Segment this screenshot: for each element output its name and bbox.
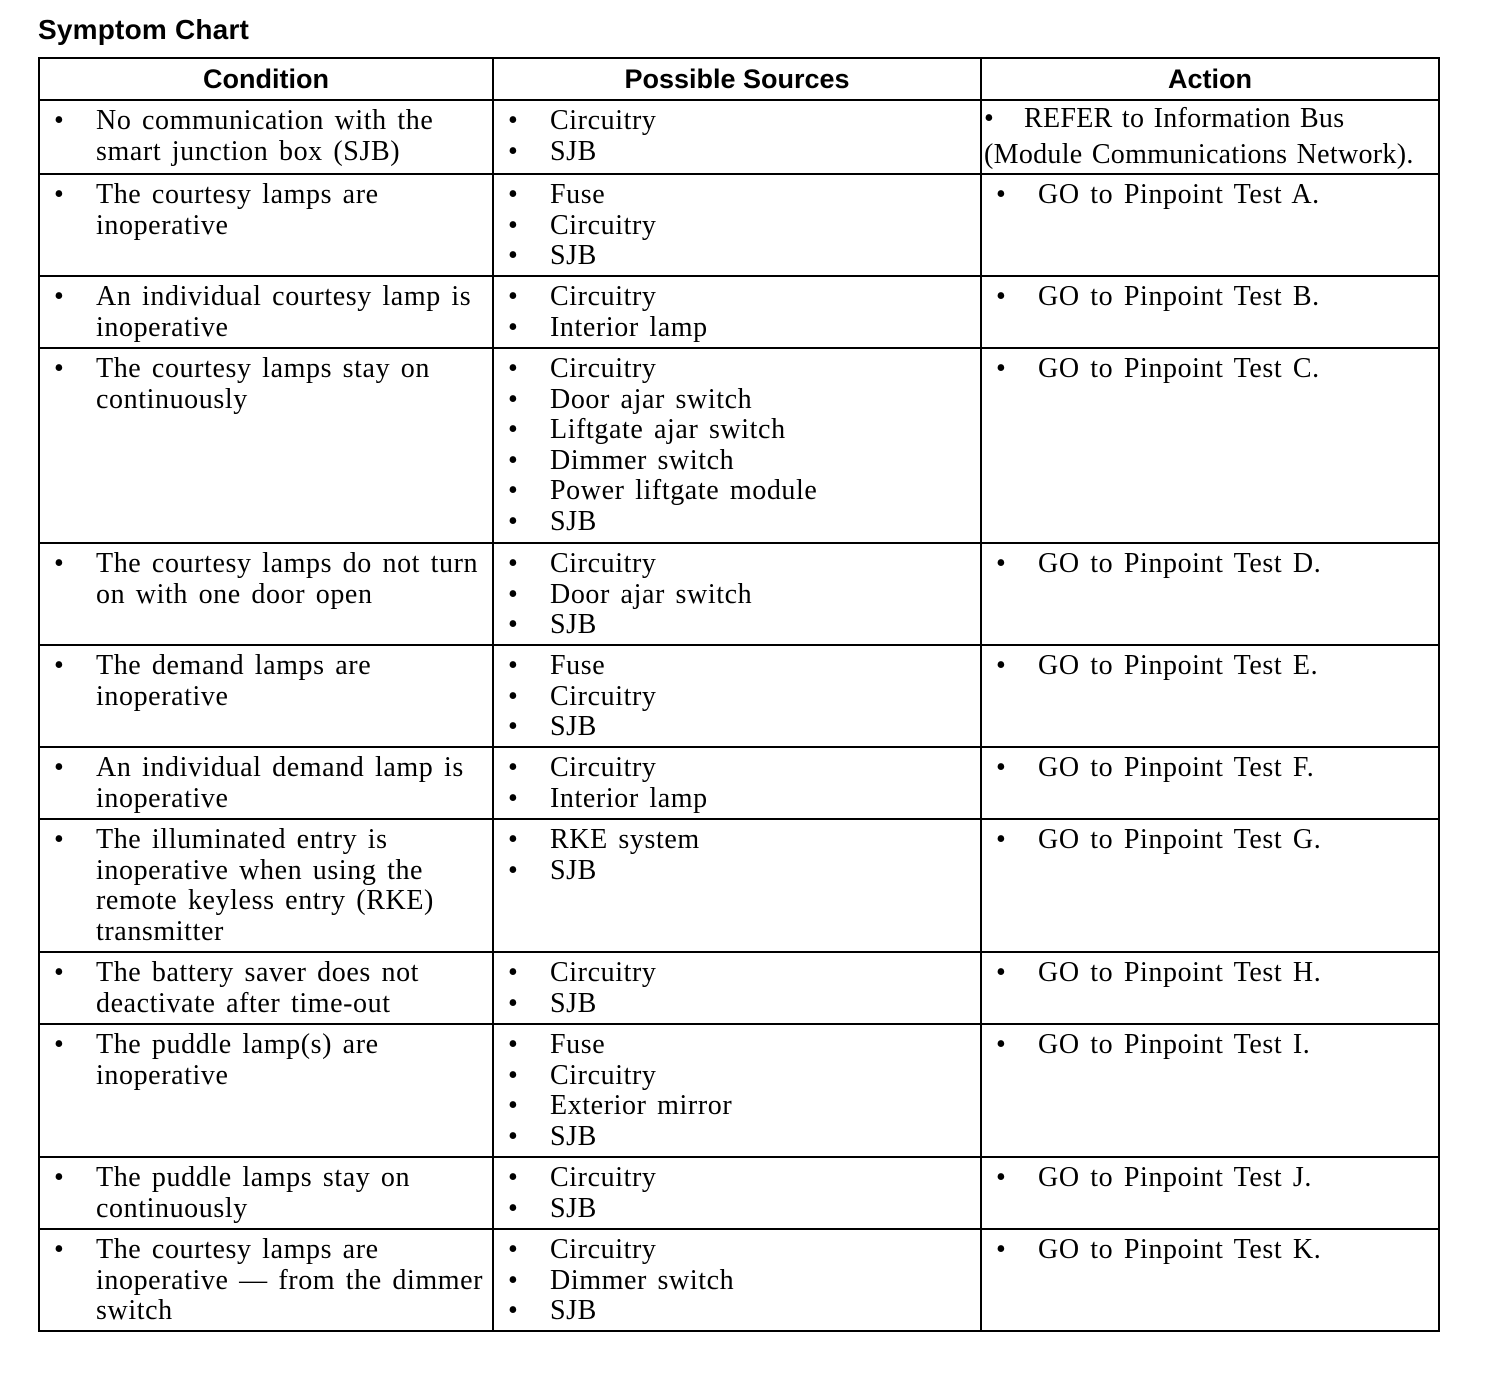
action-cell [981,1024,1439,1157]
action-text: • GO to Pinpoint Test J. [982,1163,1432,1194]
action-cell [981,276,1439,348]
action-cell [981,1157,1439,1229]
table-row [39,174,1439,276]
table-row [39,952,1439,1024]
source-item: • Circuitry [494,211,974,242]
table-row [39,543,1439,645]
condition-text: • The courtesy lamps stay on continuously [40,354,486,415]
table-row [39,1229,1439,1331]
condition-text: • An individual demand lamp is inoperative [40,753,486,814]
bullet-glyph: • [984,103,995,134]
condition-text: • The illuminated entry is inoperative when using the remote keyless entry (RKE) transmitter [40,825,486,947]
sources-cell [493,174,981,276]
source-item: • Fuse [494,651,974,682]
source-item: • Circuitry [494,682,974,713]
source-item: • SJB [494,712,974,743]
source-item: • Door ajar switch [494,385,974,416]
page-title: Symptom Chart [38,14,250,45]
action-text: • GO to Pinpoint Test A. [982,180,1432,211]
sources-cell [493,1157,981,1229]
condition-cell [39,1024,493,1157]
source-item: • SJB [494,1122,974,1153]
source-item: • Exterior mirror [494,1091,974,1122]
condition-cell [39,1157,493,1229]
action-cell [981,543,1439,645]
source-item: • SJB [494,1296,974,1327]
condition-cell [39,747,493,819]
source-item: • Circuitry [494,958,974,989]
table-row [39,1157,1439,1229]
action-text: • GO to Pinpoint Test I. [982,1030,1432,1061]
source-item: • SJB [494,989,974,1020]
action-cell [981,174,1439,276]
condition-cell [39,174,493,276]
source-item: • SJB [494,610,974,641]
source-item: • SJB [494,241,974,272]
sources-cell [493,543,981,645]
sources-cell [493,747,981,819]
source-item: • Circuitry [494,106,974,137]
condition-text: • The battery saver does not deactivate after time-out [40,958,486,1019]
source-item: • Dimmer switch [494,1266,974,1297]
action-text: • GO to Pinpoint Test K. [982,1235,1432,1266]
sources-cell [493,1024,981,1157]
condition-cell [39,348,493,543]
condition-text: • No communication with the smart junction box (SJB) [40,106,486,167]
source-item: • Circuitry [494,1163,974,1194]
sources-cell [493,100,981,174]
source-item: • Fuse [494,180,974,211]
action-cell [981,819,1439,952]
condition-cell [39,952,493,1024]
condition-text: • The courtesy lamps are inoperative [40,180,486,241]
table-row [39,747,1439,819]
condition-text: • The courtesy lamps are inoperative — from the dimmer switch [40,1235,486,1327]
action-cell [981,100,1439,174]
table-row [39,645,1439,747]
source-item: • Circuitry [494,354,974,385]
source-item: • Interior lamp [494,784,974,815]
action-text: • GO to Pinpoint Test D. [982,549,1432,580]
condition-cell [39,645,493,747]
source-item: • RKE system [494,825,974,856]
action-cell [981,1229,1439,1331]
source-item: • Fuse [494,1030,974,1061]
action-text: REFER to Information Bus (Module Communications Network). [984,103,1414,170]
source-item: • SJB [494,856,974,887]
condition-text: • An individual courtesy lamp is inoperative [40,282,486,343]
source-item: • Circuitry [494,753,974,784]
condition-cell [39,1229,493,1331]
condition-text: • The demand lamps are inoperative [40,651,486,712]
source-item: • Circuitry [494,549,974,580]
condition-cell [39,100,493,174]
condition-text: • The puddle lamp(s) are inoperative [40,1030,486,1091]
sources-cell [493,348,981,543]
source-item: • Circuitry [494,1235,974,1266]
source-item: • Interior lamp [494,313,974,344]
table-row [39,276,1439,348]
action-text: • GO to Pinpoint Test G. [982,825,1432,856]
column-header-sources: Possible Sources [493,58,981,100]
source-item: • Circuitry [494,1061,974,1092]
condition-text: • The puddle lamps stay on continuously [40,1163,486,1224]
table-row [39,819,1439,952]
action-cell [981,747,1439,819]
table-row [39,100,1439,174]
action-text: • GO to Pinpoint Test H. [982,958,1432,989]
action-cell [981,952,1439,1024]
sources-cell [493,645,981,747]
column-header-action: Action [981,58,1439,100]
source-item: • Power liftgate module [494,476,974,507]
column-header-condition: Condition [39,58,493,100]
action-text: • GO to Pinpoint Test B. [982,282,1432,313]
source-item: • Dimmer switch [494,446,974,477]
source-item: • SJB [494,1194,974,1225]
condition-cell [39,543,493,645]
header-row [39,58,1439,100]
action-cell [981,645,1439,747]
table-row [39,1024,1439,1157]
source-item: • Door ajar switch [494,580,974,611]
sources-cell [493,276,981,348]
condition-cell [39,276,493,348]
source-item: • SJB [494,137,974,168]
source-item: • SJB [494,507,974,538]
sources-cell [493,952,981,1024]
action-text: • GO to Pinpoint Test E. [982,651,1432,682]
sources-cell [493,819,981,952]
source-item: • Circuitry [494,282,974,313]
condition-cell [39,819,493,952]
action-text: • GO to Pinpoint Test C. [982,354,1432,385]
action-cell [981,348,1439,543]
action-text: • GO to Pinpoint Test F. [982,753,1432,784]
source-item: • Liftgate ajar switch [494,415,974,446]
sources-cell [493,1229,981,1331]
symptom-table [38,57,1440,1332]
table-row [39,348,1439,543]
condition-text: • The courtesy lamps do not turn on with one door open [40,549,486,610]
